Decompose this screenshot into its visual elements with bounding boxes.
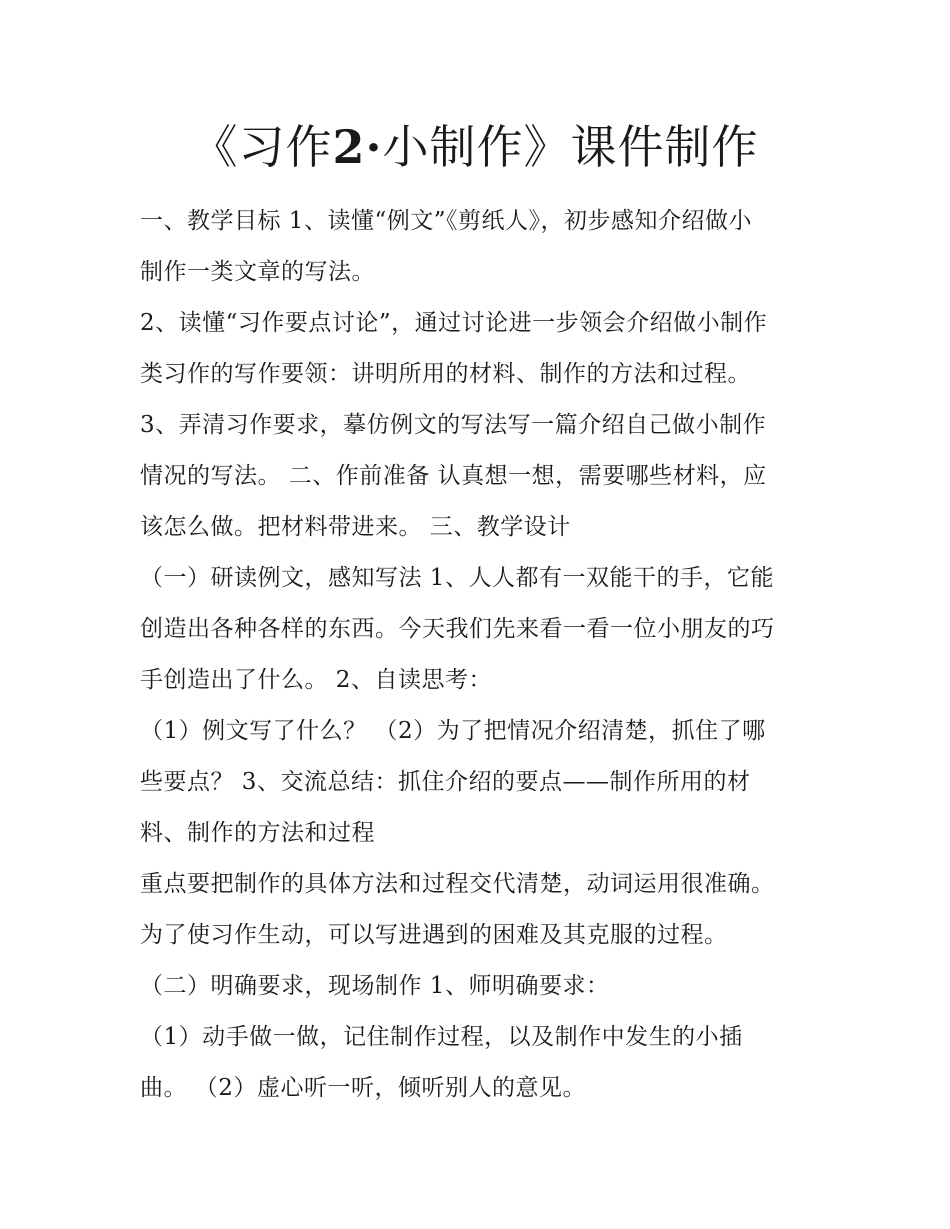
document-title [0,112,950,182]
text-line: （1）动手做一做，记住制作过程，以及制作中发生的小插 [140,1024,743,1050]
text-line: 情况的写法。 二、作前准备 认真想一想，需要哪些材料，应 [140,463,767,489]
text-line: 该怎么做。把材料带进来。 三、教学设计 [140,514,571,540]
title-prefix: 《习作 [191,120,333,174]
text-line: 一、教学目标 1、读懂“例文”《剪纸人》，初步感知介绍做小 [140,208,752,234]
text-line: 些要点？ 3、交流总结：抓住介绍的要点——制作所用的材 [140,769,751,795]
text-line: 制作一类文章的写法。 [140,259,375,285]
text-line: 曲。 （2）虚心听一听，倾听别人的意见。 [140,1075,586,1101]
text-line: 料、制作的方法和过程 [140,820,375,846]
document-body [140,196,830,1114]
text-line: 手创造出了什么。 2、自读思考： [140,667,492,693]
text-line: 2、读懂“习作要点讨论”，通过讨论进一步领会介绍做小制作 [140,310,768,336]
text-line: （1）例文写了什么？ （2）为了把情况介绍清楚，抓住了哪 [140,718,766,744]
text-line: 类习作的写作要领：讲明所用的材料、制作的方法和过程。 [140,361,751,387]
title-number: 2· [332,120,383,174]
text-line: （二）明确要求，现场制作 1、师明确要求： [140,973,610,999]
text-line: 为了使习作生动，可以写进遇到的困难及其克服的过程。 [140,922,728,948]
text-line: （一）研读例文，感知写法 1、人人都有一双能干的手，它能 [140,565,774,591]
text-line: 3、弄清习作要求，摹仿例文的写法写一篇介绍自己做小制作 [140,412,767,438]
title-suffix: 小制作》课件制作 [382,120,759,174]
text-line: 重点要把制作的具体方法和过程交代清楚，动词运用很准确。 [140,871,775,897]
text-line: 创造出各种各样的东西。今天我们先来看一看一位小朋友的巧 [140,616,775,642]
